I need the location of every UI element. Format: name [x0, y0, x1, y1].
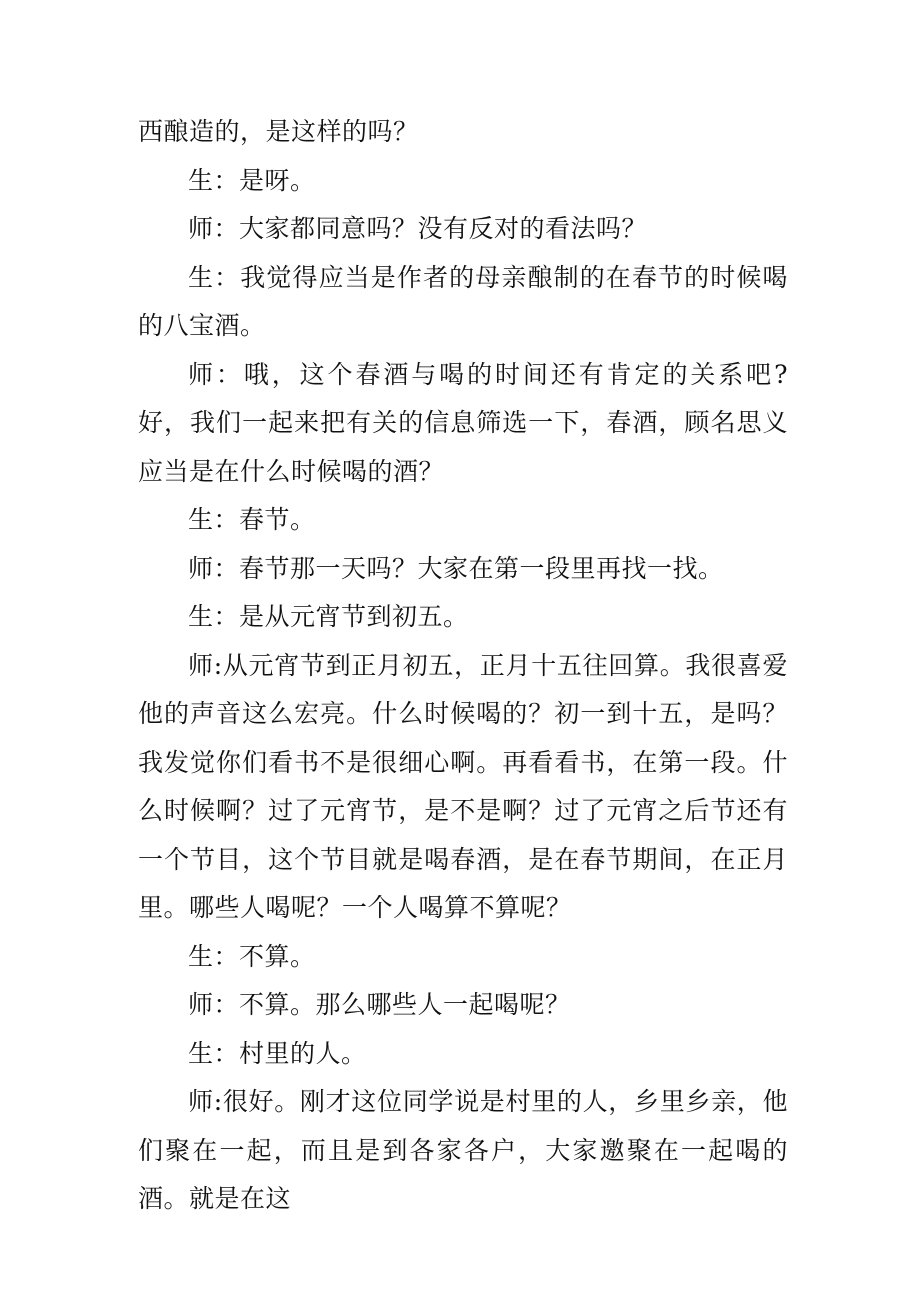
paragraph: 生：不算。: [188, 941, 316, 971]
paragraph: 生：是呀。: [188, 165, 316, 195]
paragraph: 生：是从元宵节到初五。: [188, 602, 469, 631]
paragraph: 生：我觉得应当是作者的母亲酿制的在春节的时候喝的八宝酒。: [138, 262, 788, 340]
paragraph: 生：春节。: [188, 505, 316, 534]
paragraph: 师：大家都同意吗？没有反对的看法吗？: [188, 214, 648, 243]
paragraph: 师：春节那一天吗？大家在第一段里再找一找。: [188, 553, 724, 583]
paragraph: 生：村里的人。: [188, 1038, 367, 1068]
document-body: [138, 108, 788, 1224]
paragraph: 师:从元宵节到正月初五，正月十五往回算。我很喜爱他的声音这么宏亮。什么时候喝的？初一到十五，是吗？我发觉你们看书不是很细心啊。再看看书，在第一段。什么时候啊？过了元宵节，是不是啊？过了元宵之后节还有一个节目，这个节目就是喝春酒，是在春节期间，在正月里。哪些人喝呢？一个人喝算不算呢？: [138, 650, 788, 922]
paragraph: 西酿造的，是这样的吗？: [138, 117, 419, 146]
paragraph: 师：哦，这个春酒与喝的时间还有肯定的关系吧?好，我们一起来把有关的信息筛选一下，春酒，顾名思义应当是在什么时候喝的酒？: [138, 359, 788, 486]
paragraph: 师:很好。刚才这位同学说是村里的人，乡里乡亲，他们聚在一起，而且是到各家各户，大家邀聚在一起喝的酒。就是在这: [138, 1087, 788, 1213]
paragraph: 师：不算。那么哪些人一起喝呢？: [188, 990, 571, 1019]
